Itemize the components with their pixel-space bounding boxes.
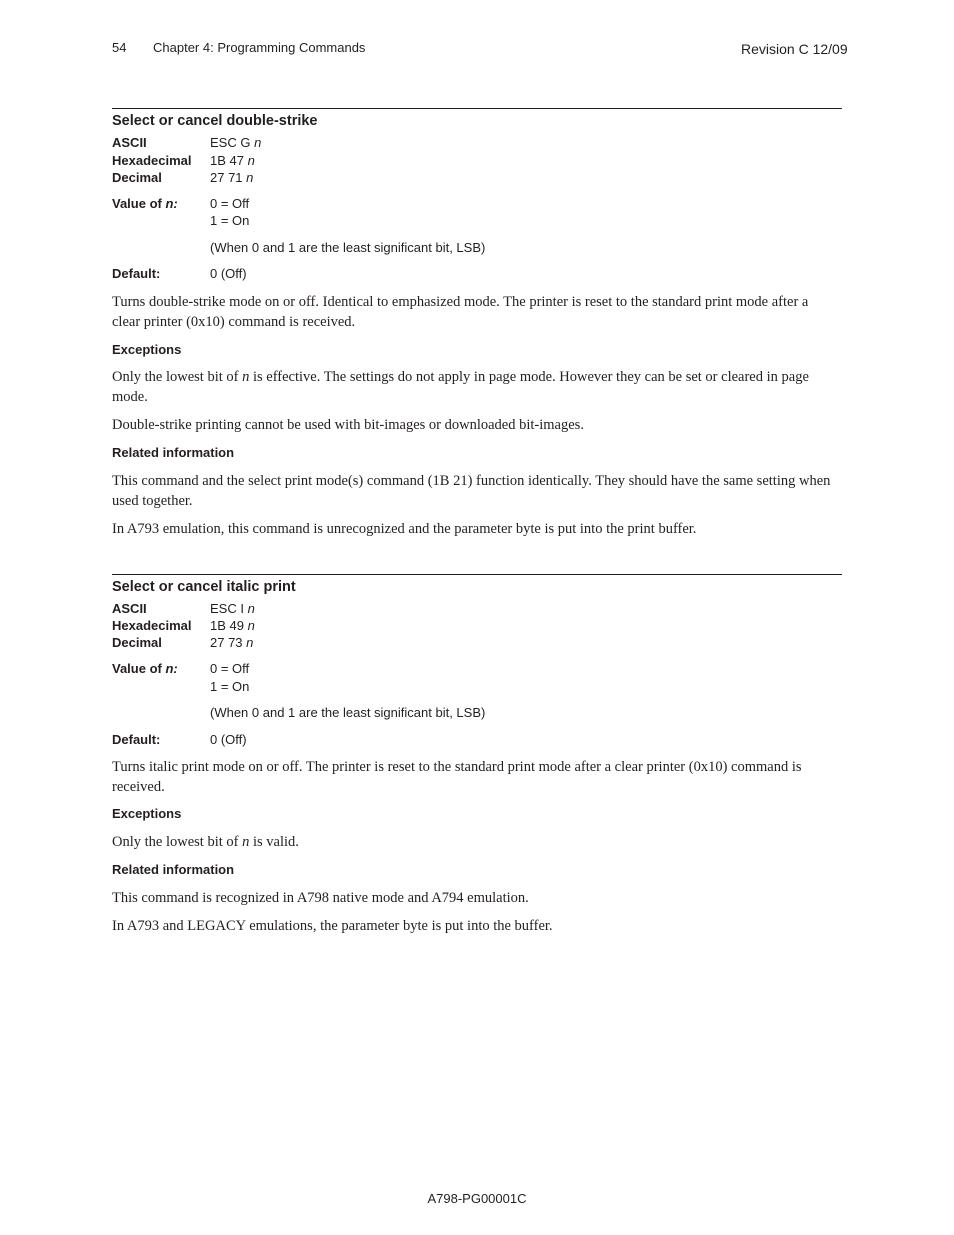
section-divider bbox=[112, 108, 842, 109]
exceptions-paragraph: Only the lowest bit of n is effective. The settings do not apply in page mode. However they can be set or cleared in page mode. bbox=[112, 369, 809, 405]
default-value: 0 (Off) bbox=[210, 732, 247, 747]
section-title: Select or cancel double-strike bbox=[112, 113, 318, 129]
ascii-value: ESC I n bbox=[210, 601, 255, 616]
hex-label: Hexadecimal bbox=[112, 618, 192, 633]
value-note: (When 0 and 1 are the least significant bit, LSB) bbox=[210, 240, 486, 255]
decimal-value: 27 71 n bbox=[210, 170, 254, 185]
decimal-label: Decimal bbox=[112, 170, 162, 185]
value-off: 0 = Off bbox=[210, 196, 250, 211]
exceptions-paragraph: Only the lowest bit of n is valid. bbox=[112, 834, 299, 850]
value-on: 1 = On bbox=[210, 679, 250, 694]
chapter-title: Chapter 4: Programming Commands bbox=[153, 40, 366, 55]
related-info-paragraph: This command is recognized in A798 native mode and A794 emulation. bbox=[112, 890, 529, 906]
value-off: 0 = Off bbox=[210, 661, 250, 676]
ascii-label: ASCII bbox=[112, 135, 147, 150]
related-info-heading: Related information bbox=[112, 445, 235, 460]
default-label: Default: bbox=[112, 732, 161, 747]
hex-value: 1B 49 n bbox=[210, 618, 255, 633]
related-info-paragraph: In A793 emulation, this command is unrecognized and the parameter byte is put into the print buffer. bbox=[112, 521, 697, 537]
hex-label: Hexadecimal bbox=[112, 153, 192, 168]
ascii-value: ESC G n bbox=[210, 135, 262, 150]
footer-doc-id: A798-PG00001C bbox=[427, 1191, 527, 1206]
description-paragraph: Turns double-strike mode on or off. Identical to emphasized mode. The printer is reset to the standard print mode after a clear printer (0x10) command is received. bbox=[112, 294, 809, 330]
hex-value: 1B 47 n bbox=[210, 153, 255, 168]
default-value: 0 (Off) bbox=[210, 266, 247, 281]
exceptions-paragraph: Double-strike printing cannot be used with bit-images or downloaded bit-images. bbox=[112, 417, 584, 433]
page-number: 54 bbox=[112, 40, 127, 55]
ascii-label: ASCII bbox=[112, 601, 147, 616]
related-info-heading: Related information bbox=[112, 862, 235, 877]
section-divider bbox=[112, 574, 842, 575]
revision-label: Revision C 12/09 bbox=[741, 41, 848, 57]
decimal-value: 27 73 n bbox=[210, 635, 254, 650]
decimal-label: Decimal bbox=[112, 635, 162, 650]
exceptions-heading: Exceptions bbox=[112, 806, 182, 821]
related-info-paragraph: This command and the select print mode(s) command (1B 21) function identically. They should have the same setting when used together. bbox=[112, 473, 831, 509]
value-on: 1 = On bbox=[210, 213, 250, 228]
value-of-n-label: Value of n: bbox=[112, 661, 178, 676]
exceptions-heading: Exceptions bbox=[112, 342, 182, 357]
description-paragraph: Turns italic print mode on or off. The printer is reset to the standard print mode after a clear printer (0x10) command is received. bbox=[112, 759, 802, 795]
default-label: Default: bbox=[112, 266, 161, 281]
related-info-paragraph: In A793 and LEGACY emulations, the parameter byte is put into the buffer. bbox=[112, 918, 553, 934]
value-note: (When 0 and 1 are the least significant bit, LSB) bbox=[210, 705, 486, 720]
section-title: Select or cancel italic print bbox=[112, 579, 296, 595]
value-of-n-label: Value of n: bbox=[112, 196, 178, 211]
